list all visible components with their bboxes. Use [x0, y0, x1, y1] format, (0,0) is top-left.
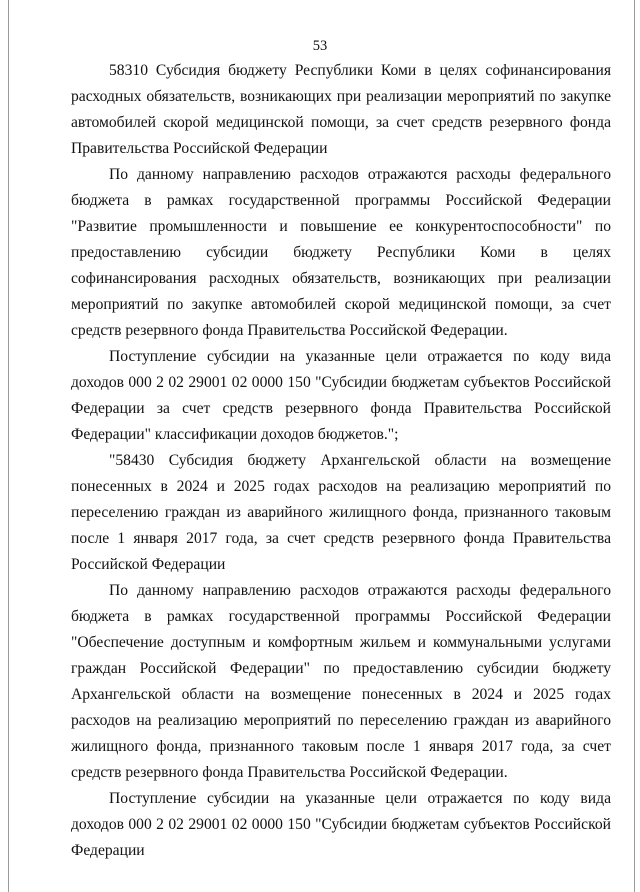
scan-right-edge — [634, 0, 635, 892]
paragraph-58310-title: 58310 Субсидия бюджету Республики Коми в целях софинансирования расходных обязательств, возникающих при реализации мероприятий по закупке автомобилей скорой медицинской помощи, за счет средств резервного фонда Правительства Российской Федерации — [71, 62, 611, 157]
paragraph-58430-title: "58430 Субсидия бюджету Архангельской области на возмещение понесенных в 2024 и 2025 годах расходов на реализацию мероприятий по переселению граждан из аварийного жилищного фонда, признанного таковым после 1 января 2017 года, за счет средств резервного фонда Правительства Российской Федерации — [71, 452, 611, 573]
paragraph-58430-income-code: Поступление субсидии на указанные цели отражается по коду вида доходов 000 2 02 29001 02 0000 150 "Субсидии бюджетам субъектов Российской Федерации — [71, 790, 611, 859]
document-body — [71, 58, 611, 864]
paragraph-58310-income-code: Поступление субсидии на указанные цели отражается по коду вида доходов 000 2 02 29001 02 0000 150 "Субсидии бюджетам субъектов Российской Федерации за счет средств резервного фонда Правительства Российской Федерации" классификации доходов бюджетов."; — [71, 348, 611, 443]
scan-left-edge — [8, 0, 9, 892]
page-number: 53 — [312, 38, 328, 54]
paragraph-58430-description: По данному направлению расходов отражаются расходы федерального бюджета в рамках государственной программы Российской Федерации "Обеспечение доступным и комфортным жильем и коммунальными услугами граждан Российской Федерации" по предоставлению субсидии бюджету Архангельской области на возмещение понесенных в 2024 и 2025 годах расходов на реализацию мероприятий по переселению граждан из аварийного жилищного фонда, признанного таковым после 1 января 2017 года, за счет средств резервного фонда Правительства Российской Федерации. — [71, 582, 611, 781]
paragraph-58310-description: По данному направлению расходов отражаются расходы федерального бюджета в рамках государственной программы Российской Федерации "Развитие промышленности и повышение ее конкурентоспособности" по предоставлению субсидии бюджету Республики Коми в целях софинансирования расходных обязательств, возникающих при реализации мероприятий по закупке автомобилей скорой медицинской помощи, за счет средств резервного фонда Правительства Российской Федерации. — [71, 166, 611, 339]
